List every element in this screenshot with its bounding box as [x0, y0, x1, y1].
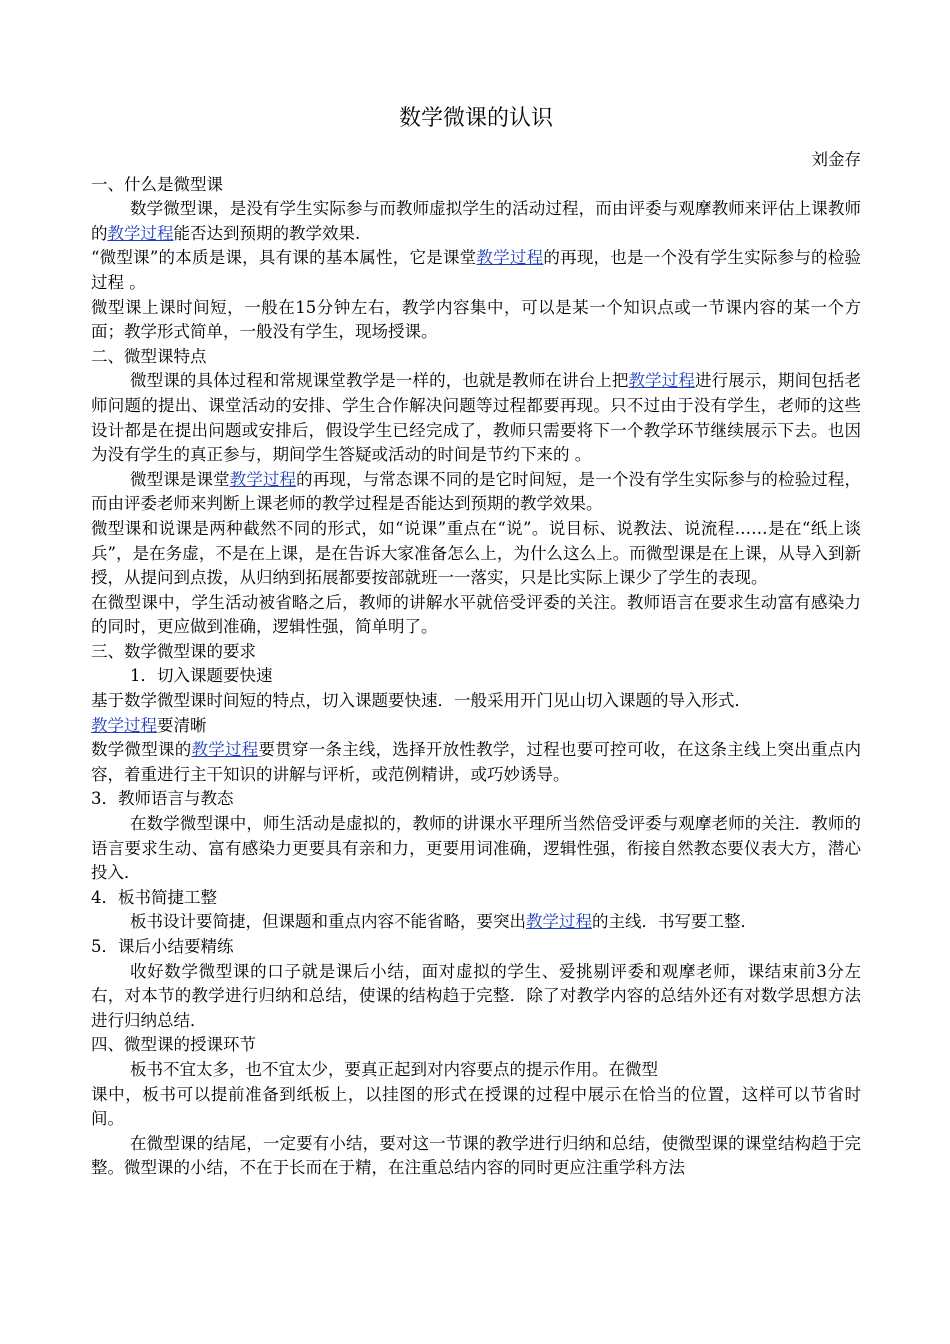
paragraph-text: 一、什么是微型课 [91, 174, 223, 194]
paragraph-text: 数学微型课，是没有学生实际参与而教师虚拟学生的活动过程，而由评委与观摩教师来评估上课教师的 [91, 199, 861, 243]
paragraph-text: 能否达到预期的教学效果. [173, 223, 361, 243]
paragraph [91, 369, 861, 467]
paragraph-text: 微型课和说课是两种截然不同的形式，如“说课”重点在“说”。说目标、说教法、说流程……是在“纸上谈兵”，是在务虚，不是在上课，是在告诉大家准备怎么上，为什么这么上。而微型课是在上课，从导入到新授，从提问到点拨，从归纳到拓展都要按部就班一一落实，只是比实际上课少了学生的表现。 [91, 518, 861, 588]
paragraph-text: 的主线．书写要工整． [592, 912, 757, 932]
paragraph [91, 517, 861, 591]
paragraph [91, 812, 861, 886]
paragraph [91, 296, 861, 345]
paragraph [91, 173, 861, 198]
hyperlink[interactable]: 教学过程 [628, 371, 695, 391]
author-name: 刘金存 [811, 150, 861, 169]
paragraph-text: 收好数学微型课的口子就是课后小结，面对虚拟的学生、爱挑剔评委和观摩老师，课结束前3分左右，对本节的教学进行归纳和总结，使课的结构趋于完整．除了对教学内容的总结外还有对数学思想方法进行归纳总结． [91, 961, 861, 1030]
hyperlink[interactable]: 教学过程 [107, 223, 174, 243]
paragraph [91, 1132, 861, 1181]
paragraph [91, 689, 861, 714]
paragraph [91, 738, 861, 787]
paragraph-text: 要清晰 [157, 715, 207, 735]
paragraph-text: 要贯穿一条主线，选择开放性教学，过程也要可控可收，在这条主线上突出重点内容，着重进行主干知识的讲解与评析，或范例精讲，或巧妙诱导。 [91, 740, 862, 784]
paragraph-text: 二、微型课特点 [91, 346, 207, 366]
paragraph-text: 在微型课的结尾，一定要有小结，要对这一节课的教学进行归纳和总结，使微型课的课堂结构趋于完整。微型课的小结，不在于长而在于精，在注重总结内容的同时更应注重学科方法 [91, 1133, 861, 1178]
hyperlink[interactable]: 教学过程 [229, 469, 297, 489]
paragraph-text: “微型课”的本质是课，具有课的基本属性，它是课堂 [91, 248, 477, 268]
paragraph [91, 714, 861, 739]
paragraph [91, 664, 861, 689]
hyperlink[interactable]: 教学过程 [191, 740, 259, 760]
hyperlink[interactable]: 教学过程 [91, 715, 157, 735]
paragraph [91, 1058, 861, 1083]
paragraph [91, 640, 861, 665]
hyperlink[interactable]: 教学过程 [526, 912, 592, 932]
paragraph [91, 787, 861, 812]
document-title: 数学微课的认识 [398, 106, 553, 131]
paragraph [91, 960, 861, 1034]
paragraph-text: 3．教师语言与教态 [91, 789, 234, 809]
paragraph [91, 468, 861, 517]
document-page [91, 104, 861, 1181]
paragraph [91, 910, 861, 935]
paragraph-text: 微型课是课堂 [130, 469, 230, 489]
paragraph-text: 在数学微型课中，师生活动是虚拟的，教师的讲课水平理所当然倍受评委与观摩老师的关注．教师的语言要求生动、富有感染力更要具有亲和力，更要用词准确，逻辑性强，衔接自然教态要仪表大方，潜心投入． [91, 814, 861, 883]
paragraph-text: 板书不宜太多，也不宜太少，要真正起到对内容要点的提示作用。在微型 [130, 1059, 658, 1079]
paragraph-text: 基于数学微型课时间短的特点，切入课题要快速．一般采用开门见山切入课题的导入形式． [91, 691, 751, 711]
paragraph-text: 进行展示，期间包括老师问题的提出、课堂活动的安排、学生合作解决问题等过程都要再现。只不过由于没有学生，老师的这些设计都是在提出问题或安排后，假设学生已经完成了，教师只需要将下一个教学环节继续展示下去。也因为没有学生的真正参与，期间学生答疑或活动的时间是节约下来的 。 [91, 371, 862, 465]
paragraph [91, 886, 861, 911]
paragraph [91, 246, 861, 295]
paragraph [91, 591, 861, 640]
paragraph-text: 4．板书简捷工整 [91, 887, 217, 907]
paragraph-text: 的再现，也是一个没有学生实际参与的检验过程 。 [91, 248, 862, 292]
hyperlink[interactable]: 教学过程 [476, 248, 544, 268]
paragraph-text: 数学微型课的 [91, 740, 192, 760]
paragraph-text: 微型课上课时间短，一般在15分钟左右，教学内容集中，可以是某一个知识点或一节课内容的某一个方面；教学形式简单，一般没有学生，现场授课。 [91, 297, 861, 342]
paragraph-text: 在微型课中，学生活动被省略之后，教师的讲解水平就倍受评委的关注。教师语言在要求生动富有感染力的同时，更应做到准确，逻辑性强，简单明了。 [91, 592, 861, 637]
paragraph-text: 四、微型课的授课环节 [91, 1035, 256, 1055]
paragraph [91, 345, 861, 370]
paragraph-text: 课中，板书可以提前准备到纸板上，以挂图的形式在授课的过程中展示在恰当的位置，这样可以节省时间。 [91, 1084, 861, 1129]
paragraph [91, 1033, 861, 1058]
paragraph-text: 板书设计要简捷，但课题和重点内容不能省略，要突出 [130, 912, 526, 932]
document-body [91, 173, 861, 1181]
paragraph-text: 的再现，与常态课不同的是它时间短，是一个没有学生实际参与的检验过程，而由评委老师来判断上课老师的教学过程是否能达到预期的教学效果。 [91, 469, 862, 514]
paragraph [91, 935, 861, 960]
paragraph [91, 1083, 861, 1132]
paragraph-text: 微型课的具体过程和常规课堂教学是一样的，也就是教师在讲台上把 [130, 371, 629, 391]
paragraph-text: 1．切入课题要快速 [130, 666, 273, 686]
paragraph-text: 三、数学微型课的要求 [91, 641, 256, 661]
paragraph [91, 197, 861, 246]
paragraph-text: 5．课后小结要精练 [91, 937, 234, 956]
